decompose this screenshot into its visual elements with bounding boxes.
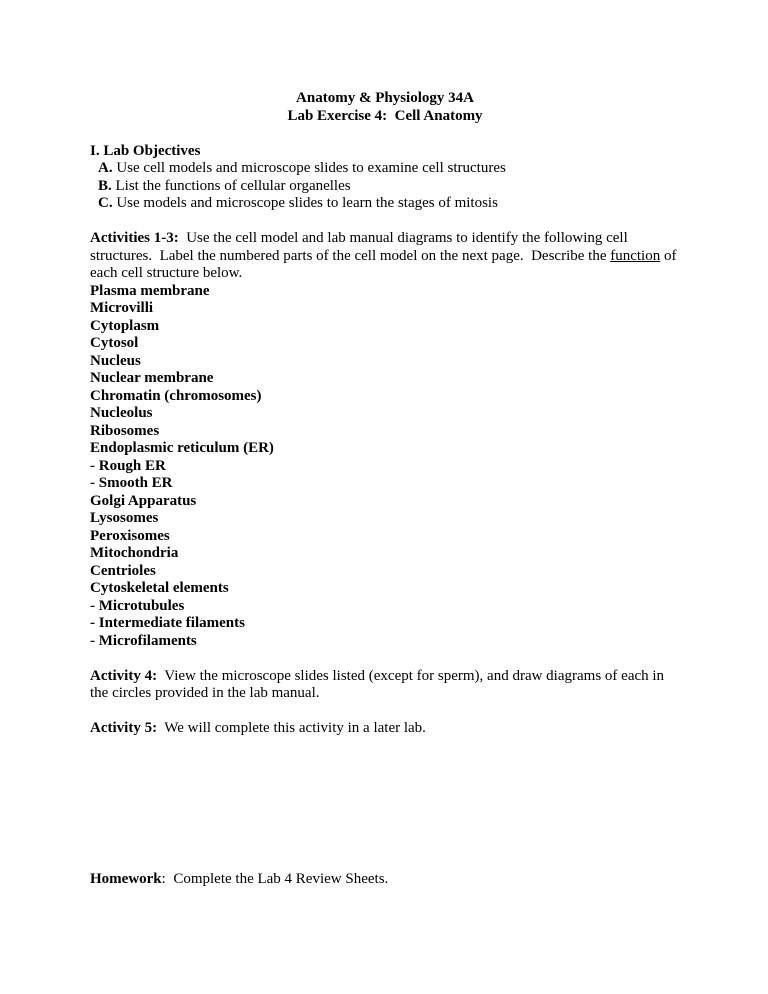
blank-line	[90, 703, 680, 721]
structure-item: - Microtubules	[90, 597, 185, 614]
activities-1-3-text-after: of each cell structure below.	[90, 247, 681, 281]
structure-item: Lysosomes	[90, 510, 159, 526]
structure-item: Ribosomes	[90, 422, 160, 439]
objective-label: B.	[98, 177, 112, 194]
objective-label: C.	[98, 195, 113, 211]
doc-title-line2: Lab Exercise 4: Cell Anatomy	[287, 107, 483, 124]
objective-item	[90, 195, 680, 213]
structure-item: Plasma membrane	[90, 282, 210, 299]
structure-item: - Microfilaments	[90, 632, 197, 649]
homework-line	[90, 871, 680, 889]
activities-1-3-text: Use the cell model and lab manual diagrams to identify the following cell structures. Label the numbered parts of the cell model on the next page. Describe the	[90, 230, 632, 264]
underlined-word: function	[610, 247, 661, 264]
structure-item: Chromatin (chromosomes)	[90, 387, 262, 404]
doc-title-line1: Anatomy & Physiology 34A	[296, 90, 474, 106]
objective-text: List the functions of cellular organelles	[111, 177, 351, 194]
structure-item: - Smooth ER	[90, 475, 173, 491]
objective-text: Use cell models and microscope slides to examine cell structures	[112, 160, 506, 176]
structure-item: Mitochondria	[90, 545, 179, 561]
structure-item: Peroxisomes	[90, 527, 170, 544]
structure-item: Nucleolus	[90, 405, 153, 421]
structure-item: - Rough ER	[90, 457, 166, 474]
objective-text: Use models and microscope slides to learn the stages of mitosis	[112, 195, 498, 211]
activity-4-label: Activity 4:	[90, 667, 158, 684]
objectives-heading: I. Lab Objectives	[90, 142, 201, 159]
structure-item: Nucleus	[90, 352, 141, 369]
structures-list	[90, 283, 680, 651]
homework-label: Homework	[90, 870, 162, 887]
structure-item: Cytoskeletal elements	[90, 580, 229, 596]
structure-item: Microvilli	[90, 300, 154, 316]
blank-line	[90, 213, 680, 231]
structure-item: Cytosol	[90, 335, 139, 351]
structure-item: Cytoplasm	[90, 317, 160, 334]
blank-line	[90, 650, 680, 668]
activity-5-paragraph	[90, 720, 680, 738]
structure-item: Golgi Apparatus	[90, 492, 197, 509]
activities-1-3-paragraph	[90, 230, 680, 283]
structure-item: Endoplasmic reticulum (ER)	[90, 440, 274, 456]
objectives-list	[90, 160, 680, 213]
blank-area	[90, 738, 680, 871]
objective-item	[90, 178, 680, 196]
activities-1-3-label: Activities 1-3:	[90, 230, 179, 246]
activity-5-label: Activity 5:	[90, 720, 158, 736]
structure-item: - Intermediate filaments	[90, 615, 245, 631]
objective-label: A.	[98, 160, 113, 176]
activity-5-text: We will complete this activity in a later lab.	[157, 720, 426, 736]
objective-item	[90, 160, 680, 178]
structure-item: Nuclear membrane	[90, 370, 214, 386]
homework-text: : Complete the Lab 4 Review Sheets.	[161, 870, 389, 887]
blank-line	[90, 125, 680, 143]
activity-4-paragraph	[90, 668, 680, 703]
activity-4-text: View the microscope slides listed (except for sperm), and draw diagrams of each in the circles provided in the lab manual.	[90, 667, 668, 701]
structure-item: Centrioles	[90, 562, 156, 579]
